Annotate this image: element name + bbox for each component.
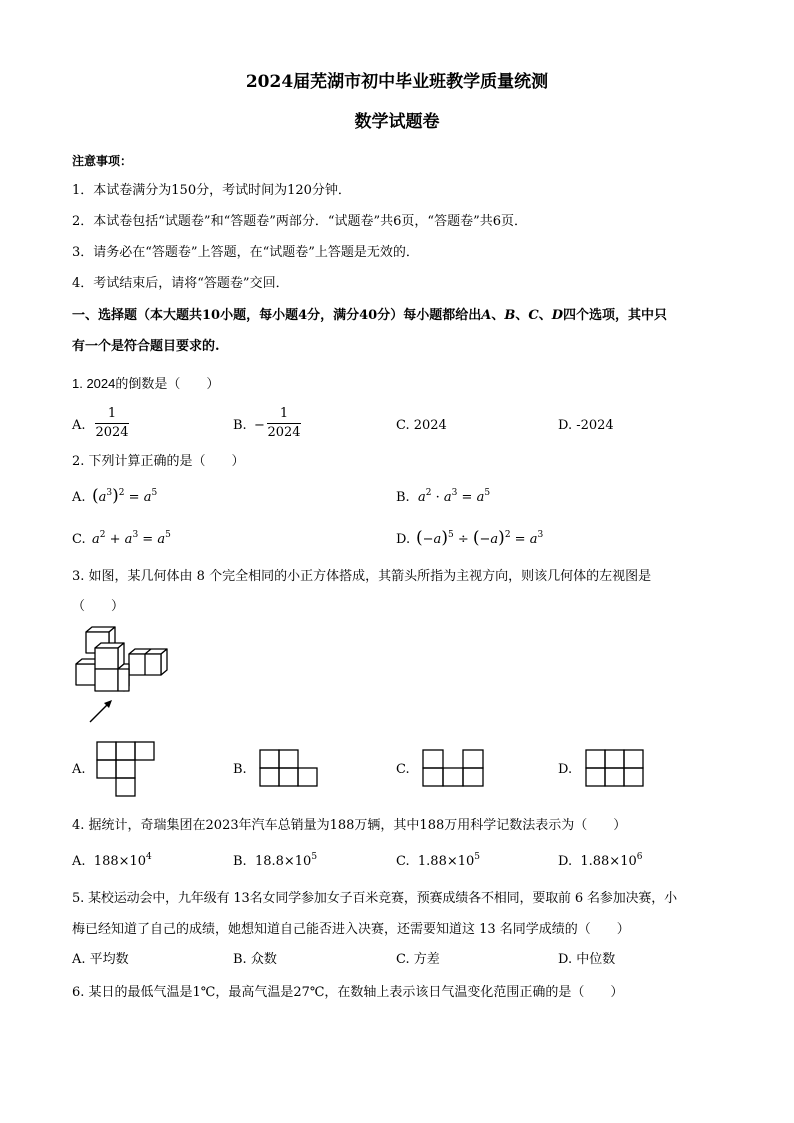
q2-stem: 2. 下列计算正确的是（ ）	[72, 454, 245, 469]
q1-option-a-fraction: 1 2024	[95, 406, 129, 440]
q4-option-a: A. $188\times 10^4$	[72, 852, 152, 869]
exam-subtitle: 数学试题卷	[354, 112, 440, 132]
q1-option-d: D. -2024	[558, 418, 614, 433]
q1-option-b-sign: −	[254, 418, 265, 433]
q3-option-b-view[interactable]	[259, 749, 319, 787]
q2-option-a-label: A.	[72, 490, 86, 505]
q4-option-b: B. $18.8\times 10^5$	[233, 852, 318, 869]
q3-option-b-label: B.	[233, 762, 247, 777]
q4-stem: 4. 据统计，奇瑞集团在2023年汽车总销量为188万辆，其中188万用科学记数法表示为（ ）	[72, 818, 627, 833]
q3-stem-line2: （ ）	[72, 599, 125, 614]
q6-stem: 6. 某日的最低气温是1℃，最高气温是27℃，在数轴上表示该日气温变化范围正确的是（ ）	[72, 985, 624, 1000]
q2-option-c-expr: $a^2 + a^3 = a^5$	[92, 530, 171, 547]
q2-option-b-expr: $a^2 \cdot a^3 = a^5$	[418, 488, 491, 505]
q3-option-d-view[interactable]	[585, 749, 645, 787]
note-item: 4．考试结束后，请将“答题卷”交回．	[72, 276, 289, 291]
note-item: 1．本试卷满分为150分，考试时间为120分钟．	[72, 183, 351, 198]
q5-option-c: C. 方差	[396, 952, 440, 967]
q2-option-a-expr: $(a^3)^2 = a^5$	[92, 486, 158, 506]
q3-option-a-view[interactable]	[96, 741, 156, 797]
q5-option-d: D. 中位数	[558, 952, 616, 967]
q1-option-b-label: B.	[233, 418, 247, 433]
q2-option-d-label: D.	[396, 532, 411, 547]
q5-stem-line1: 5. 某校运动会中，九年级有 13名女同学参加女子百米竞赛，预赛成绩各不相同，要取前 6 名参加决赛，小	[72, 891, 677, 906]
q2-option-b-label: B.	[396, 490, 410, 505]
q1-option-a-label: A.	[72, 418, 86, 433]
q3-stem-line1: 3. 如图，某几何体由 8 个完全相同的小正方体搭成，其箭头所指为主视方向，则该几何体的左视图是	[72, 569, 652, 584]
q1-option-c: C. 2024	[396, 418, 447, 433]
q3-option-a-label: A.	[72, 762, 86, 777]
note-item: 2．本试卷包括“试题卷”和“答题卷”两部分．“试题卷”共6页，“答题卷”共6页．	[72, 214, 527, 229]
q1-stem: 1. 2024的倒数是（ ）	[72, 376, 220, 391]
q3-option-c-label: C.	[396, 762, 410, 777]
section1-heading: 一、选择题（本大题共10小题，每小题4分，满分40分）每小题都给出A、B、C、D四个选项，其中只	[72, 308, 668, 323]
q5-option-b: B. 众数	[233, 952, 277, 967]
q3-option-c-view[interactable]	[422, 749, 486, 787]
q1-option-b-fraction: 1 2024	[267, 406, 301, 440]
q5-option-a: A. 平均数	[72, 952, 129, 967]
note-item: 3．请务必在“答题卷”上答题，在“试题卷”上答题是无效的．	[72, 245, 419, 260]
exam-title: 2024届芜湖市初中毕业班教学质量统测	[245, 72, 549, 92]
notes-heading: 注意事项：	[72, 154, 133, 168]
q4-option-d: D. $1.88\times 10^6$	[558, 852, 643, 869]
q3-option-d-label: D.	[558, 762, 573, 777]
cube-stack-figure	[72, 624, 172, 726]
q5-stem-line2: 梅已经知道了自己的成绩，她想知道自己能否进入决赛，还需要知道这 13 名同学成绩的（ ）	[72, 922, 630, 937]
q4-option-c: C. $1.88\times 10^5$	[396, 852, 481, 869]
q2-option-c-label: C.	[72, 532, 86, 547]
section1-heading-cont: 有一个是符合题目要求的.	[72, 339, 220, 354]
q2-option-d-expr: $(-a)^5 \div (-a)^2 = a^3$	[416, 528, 544, 548]
